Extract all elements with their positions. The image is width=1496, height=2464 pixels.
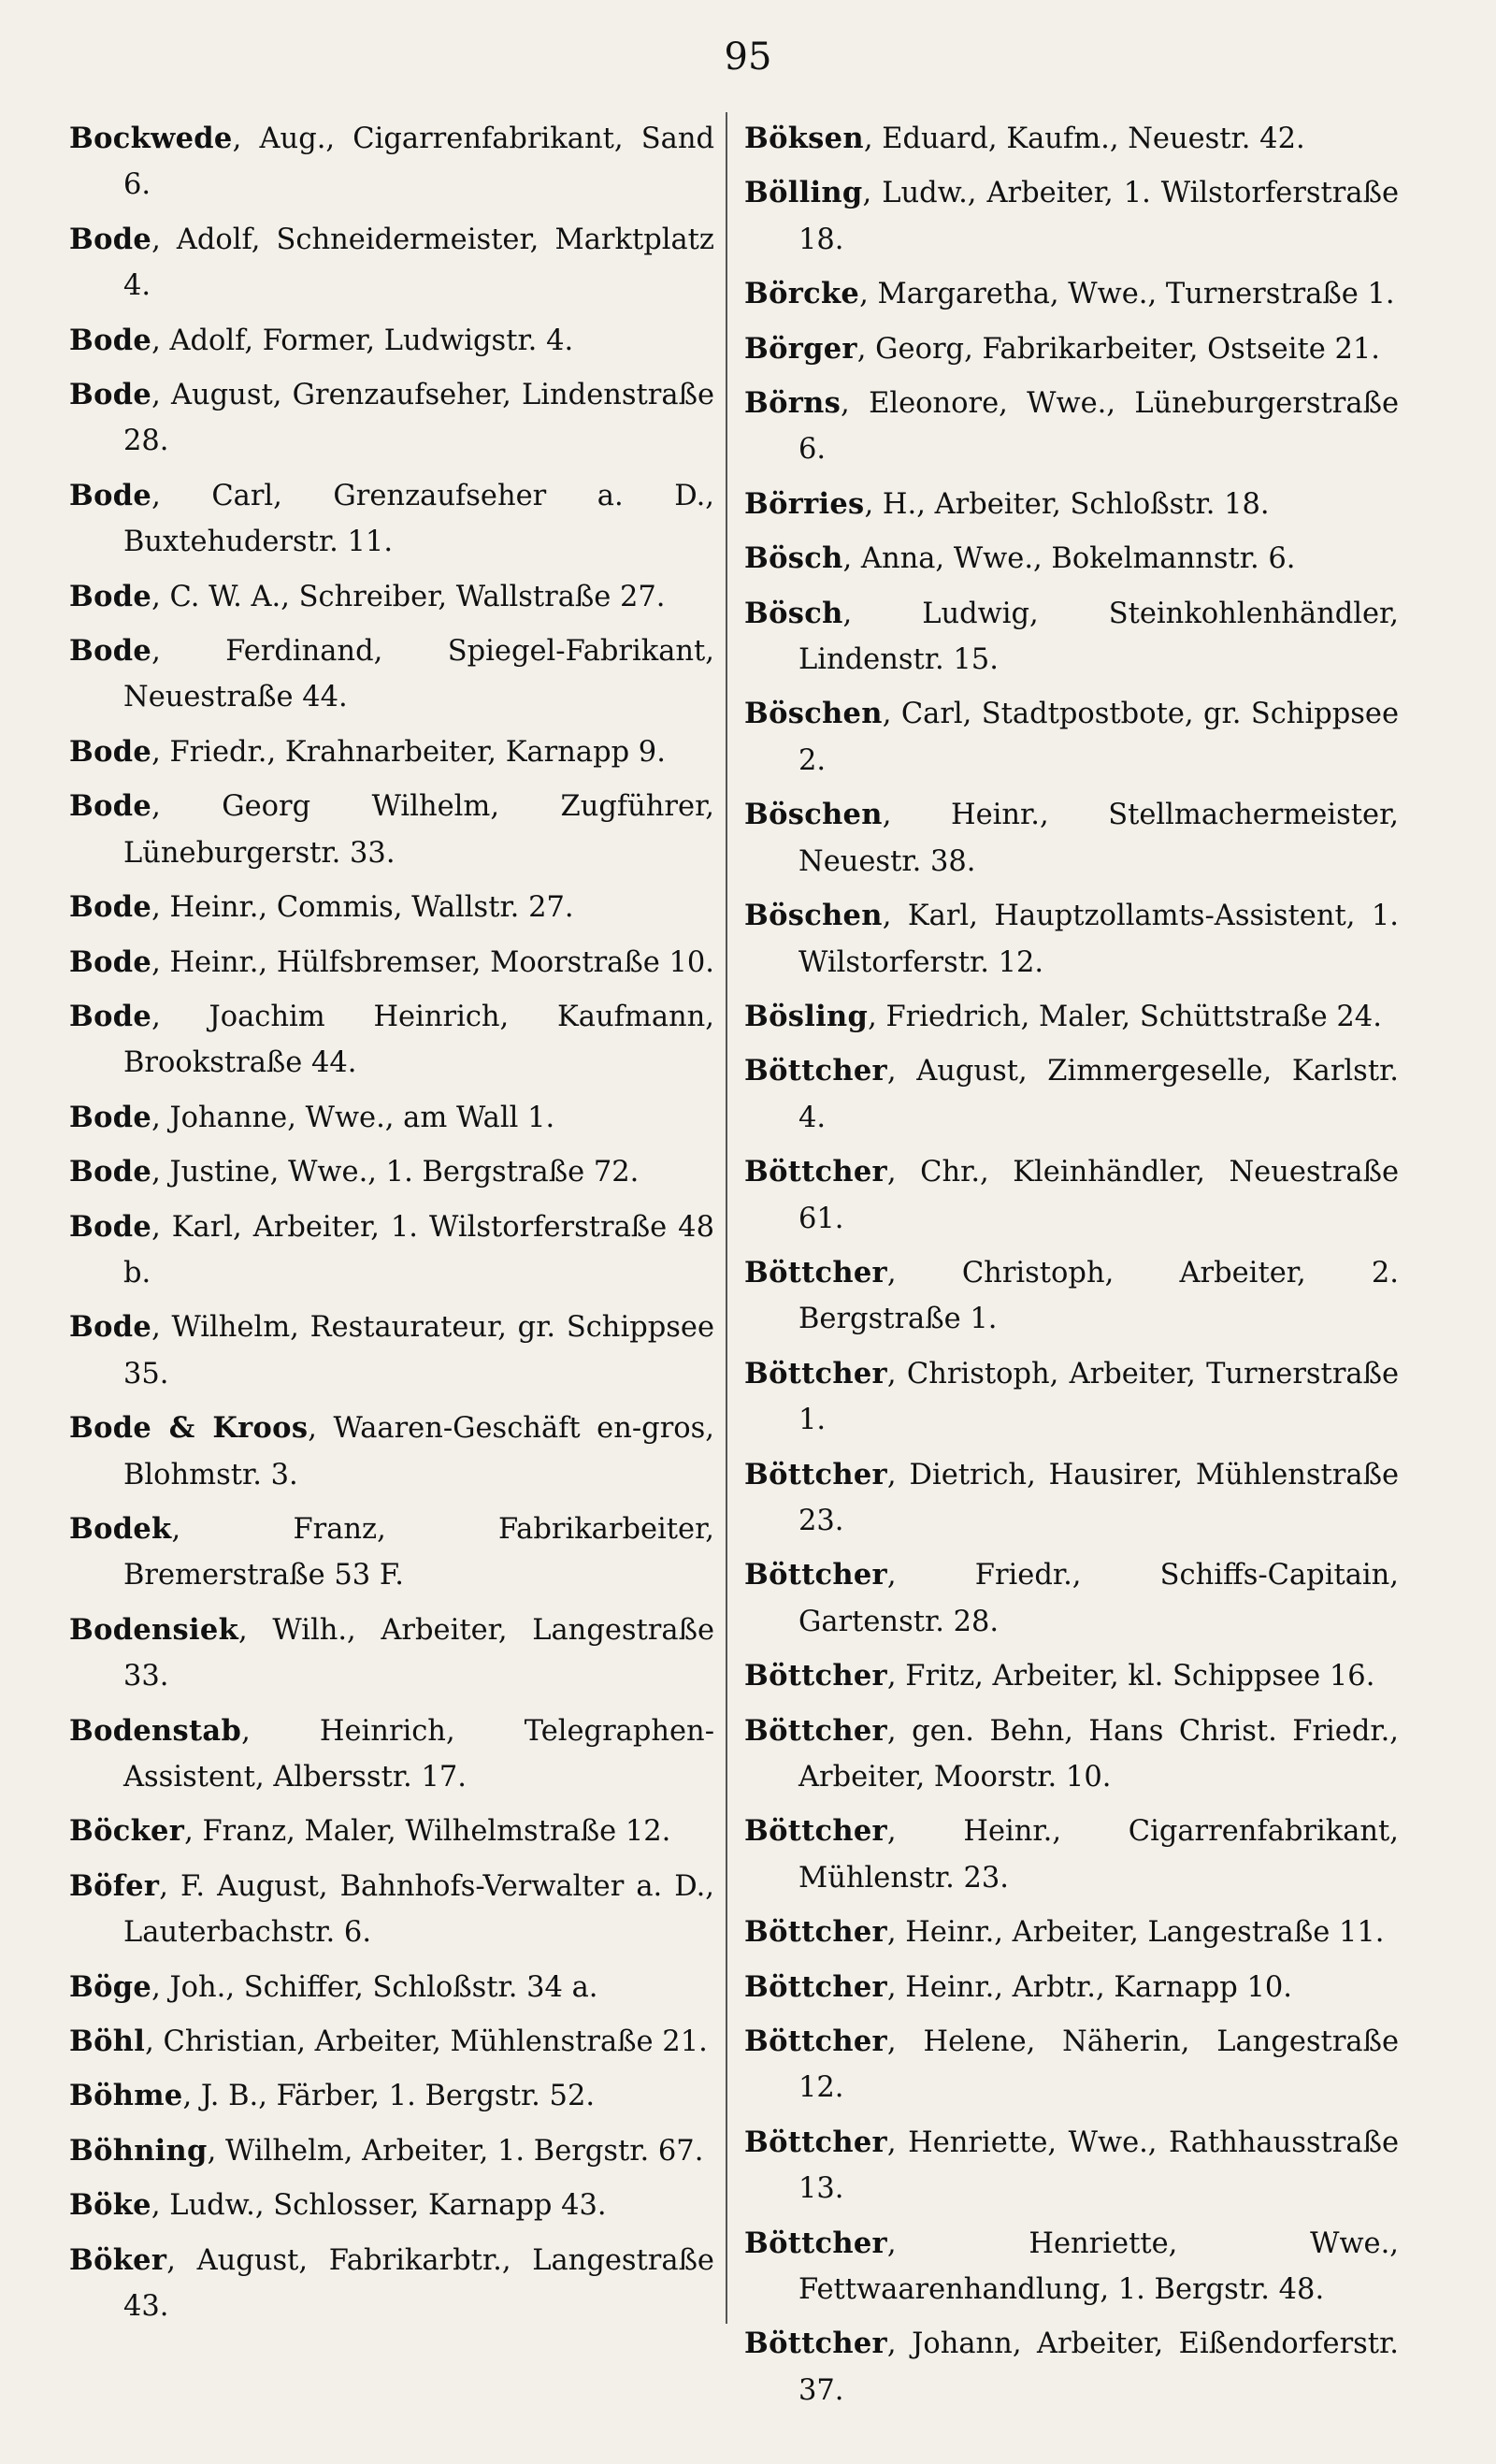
directory-entry	[744, 1965, 1399, 2010]
directory-entry	[744, 2120, 1399, 2212]
entry-details: , Christoph, Arbeiter, 2. Bergstraße 1.	[798, 1256, 1399, 1336]
directory-entry	[69, 2238, 714, 2330]
entry-surname: Böttcher	[744, 1814, 887, 1849]
entry-surname: Bode	[69, 478, 152, 512]
entry-surname: Böttcher	[744, 2226, 887, 2260]
directory-entry	[744, 1452, 1399, 1545]
entry-details: , Helene, Näherin, Langestraße 12.	[798, 2025, 1399, 2105]
right-column	[744, 116, 1399, 2422]
entry-surname: Bode	[69, 944, 152, 979]
directory-entry	[69, 574, 714, 620]
entry-surname: Böttcher	[744, 1915, 887, 1950]
entry-details: , Heinr., Commis, Wallstr. 27.	[151, 891, 574, 925]
entry-details: , Ludwig, Steinkohlenhändler, Lindenstr. 15.	[798, 597, 1399, 677]
entry-details: , Anna, Wwe., Bokelmannstr. 6.	[842, 542, 1296, 576]
entry-details: , Wilhelm, Arbeiter, 1. Bergstr. 67.	[207, 2134, 704, 2168]
directory-entry	[69, 318, 714, 364]
entry-details: , Georg Wilhelm, Zugführer, Lüneburgerstr. 33.	[123, 790, 714, 870]
entry-surname: Bode	[69, 1155, 152, 1189]
entry-surname: Bösch	[744, 541, 843, 576]
directory-entry	[69, 473, 714, 566]
directory-entry	[744, 482, 1399, 527]
entry-surname: Böhning	[69, 2133, 208, 2168]
directory-entry	[744, 1708, 1399, 1801]
entry-details: , Aug., Cigarrenfabrikant, Sand 6.	[123, 122, 714, 202]
entry-details: , Karl, Arbeiter, 1. Wilstorferstraße 48 b.	[123, 1210, 714, 1290]
entry-details: , Ludw., Schlosser, Karnapp 43.	[151, 2189, 607, 2223]
directory-entry	[744, 994, 1399, 1040]
directory-entry	[744, 2321, 1399, 2414]
entry-surname: Böschen	[744, 697, 883, 731]
entry-surname: Böttcher	[744, 1054, 887, 1088]
entry-details: , Christian, Arbeiter, Mühlenstraße 21.	[145, 2025, 708, 2059]
directory-entry	[69, 1204, 714, 1297]
entry-details: , Johanne, Wwe., am Wall 1.	[151, 1101, 555, 1134]
entry-surname: Böhme	[69, 2079, 183, 2113]
directory-entry	[744, 326, 1399, 372]
entry-details: , J. B., Färber, 1. Bergstr. 52.	[182, 2080, 596, 2113]
directory-entry	[744, 2019, 1399, 2111]
entry-surname: Bode	[69, 1310, 152, 1345]
entry-details: , Wilhelm, Restaurateur, gr. Schippsee 35.	[123, 1311, 714, 1391]
entry-details: , Waaren-Geschäft en-gros, Blohmstr. 3.	[123, 1412, 714, 1491]
entry-surname: Böttcher	[744, 2025, 887, 2059]
page-number: 95	[724, 36, 772, 79]
entry-details: , Heinr., Stellmachermeister, Neuestr. 38.	[798, 799, 1399, 878]
entry-surname: Böttcher	[744, 1457, 887, 1491]
directory-entry	[744, 1351, 1399, 1444]
directory-entry	[744, 691, 1399, 784]
entry-surname: Böschen	[744, 899, 883, 933]
entry-surname: Böttcher	[744, 1659, 887, 1693]
directory-entry	[744, 271, 1399, 317]
directory-entry	[69, 2128, 714, 2174]
entry-surname: Bode & Kroos	[69, 1411, 309, 1446]
entry-details: , August, Fabrikarbtr., Langestraße 43.	[123, 2243, 714, 2324]
entry-surname: Böcker	[69, 1814, 185, 1849]
entry-surname: Bodek	[69, 1511, 172, 1546]
directory-entry	[744, 1653, 1399, 1699]
directory-entry	[744, 1250, 1399, 1343]
entry-surname: Böttcher	[744, 1255, 887, 1290]
directory-entry	[744, 2221, 1399, 2313]
entry-details: , Heinrich, Telegraphen-Assistent, Albersstr. 17.	[123, 1714, 714, 1794]
entry-details: , Henriette, Wwe., Rathhausstraße 13.	[798, 2125, 1399, 2206]
directory-entry	[69, 372, 714, 465]
directory-entry	[69, 994, 714, 1087]
entry-surname: Bode	[69, 1100, 152, 1134]
directory-entry	[744, 1149, 1399, 1242]
directory-entry	[69, 116, 714, 209]
directory-entry	[69, 940, 714, 986]
directory-entry	[69, 1708, 714, 1801]
entry-surname: Börries	[744, 486, 865, 521]
entry-surname: Böker	[69, 2242, 167, 2277]
directory-entry	[69, 1607, 714, 1700]
entry-details: , Margaretha, Wwe., Turnerstraße 1.	[859, 278, 1395, 311]
entry-surname: Bösch	[744, 596, 843, 630]
entry-surname: Böksen	[744, 122, 864, 155]
entry-details: , C. W. A., Schreiber, Wallstraße 27.	[151, 580, 666, 613]
directory-entry	[69, 2073, 714, 2119]
entry-details: , Adolf, Former, Ludwigstr. 4.	[151, 324, 574, 357]
directory-entry	[69, 217, 714, 310]
entry-details: , Carl, Grenzaufseher a. D., Buxtehuderstr. 11.	[123, 479, 714, 559]
directory-entry	[69, 1506, 714, 1599]
entry-surname: Böhl	[69, 2025, 146, 2059]
directory-entry	[69, 885, 714, 930]
directory-entry	[69, 1095, 714, 1141]
entry-details: , Dietrich, Hausirer, Mühlenstraße 23.	[798, 1458, 1399, 1537]
directory-entry	[744, 792, 1399, 885]
directory-entry	[744, 1552, 1399, 1645]
entry-surname: Börger	[744, 331, 857, 366]
directory-entry	[744, 1808, 1399, 1901]
entry-surname: Bode	[69, 579, 152, 613]
entry-surname: Bösling	[744, 999, 869, 1033]
entry-surname: Böttcher	[744, 2327, 887, 2361]
entry-details: , Friedr., Krahnarbeiter, Karnapp 9.	[151, 735, 666, 769]
entry-details: , Franz, Maler, Wilhelmstraße 12.	[184, 1815, 671, 1849]
entry-details: , Eduard, Kaufm., Neuestr. 42.	[863, 122, 1305, 155]
left-column	[69, 116, 714, 2338]
entry-surname: Bode	[69, 222, 152, 256]
entry-details: , Friedr., Schiffs-Capitain, Gartenstr. 28.	[798, 1559, 1399, 1638]
entry-details: , August, Grenzaufseher, Lindenstraße 28.	[123, 379, 714, 458]
entry-details: , Franz, Fabrikarbeiter, Bremerstraße 53 F.	[123, 1512, 714, 1592]
entry-details: , Fritz, Arbeiter, kl. Schippsee 16.	[886, 1660, 1375, 1693]
entry-surname: Bode	[69, 1209, 152, 1244]
entry-details: , Karl, Hauptzollamts-Assistent, 1. Wilstorferstr. 12.	[798, 900, 1399, 979]
entry-details: , Georg, Fabrikarbeiter, Ostseite 21.	[856, 332, 1380, 366]
directory-entry	[69, 1304, 714, 1397]
entry-details: , Wilh., Arbeiter, Langestraße 33.	[123, 1613, 714, 1693]
entry-surname: Bölling	[744, 176, 863, 210]
entry-surname: Bodenstab	[69, 1713, 242, 1748]
directory-entry	[744, 1909, 1399, 1955]
directory-entry	[744, 116, 1399, 162]
entry-details: , Joachim Heinrich, Kaufmann, Brookstraße 44.	[123, 1000, 714, 1080]
directory-entry	[69, 729, 714, 775]
directory-entry	[744, 170, 1399, 263]
directory-entry	[744, 591, 1399, 684]
entry-surname: Böschen	[744, 798, 883, 832]
entry-surname: Bode	[69, 323, 152, 357]
entry-surname: Böke	[69, 2188, 151, 2223]
entry-surname: Böttcher	[744, 1558, 887, 1592]
entry-details: , Adolf, Schneidermeister, Marktplatz 4.	[123, 223, 714, 303]
directory-entry	[744, 1048, 1399, 1141]
entry-details: , Heinr., Hülfsbremser, Moorstraße 10.	[151, 945, 714, 979]
entry-details: , Friedrich, Maler, Schüttstraße 24.	[868, 1000, 1382, 1033]
entry-details: , Eleonore, Wwe., Lüneburgerstraße 6.	[798, 387, 1399, 467]
entry-details: , Heinr., Arbtr., Karnapp 10.	[886, 1970, 1292, 2004]
entry-surname: Böttcher	[744, 1713, 887, 1748]
entry-details: , August, Zimmergeselle, Karlstr. 4.	[798, 1055, 1399, 1134]
directory-entry	[69, 784, 714, 876]
entry-surname: Böttcher	[744, 2125, 887, 2159]
entry-details: , Ferdinand, Spiegel-Fabrikant, Neuestraße 44.	[123, 635, 714, 714]
directory-entry	[744, 536, 1399, 582]
entry-details: , Joh., Schiffer, Schloßstr. 34 a.	[151, 1970, 598, 2004]
entry-surname: Börcke	[744, 277, 860, 311]
entry-details: , Henriette, Wwe., Fettwaarenhandlung, 1. Bergstr. 48.	[798, 2226, 1399, 2307]
entry-details: , H., Arbeiter, Schloßstr. 18.	[864, 487, 1270, 521]
entry-details: , Ludw., Arbeiter, 1. Wilstorferstraße 18.	[798, 177, 1399, 256]
directory-entry	[69, 1149, 714, 1195]
entry-surname: Bode	[69, 789, 152, 824]
entry-details: , Christoph, Arbeiter, Turnerstraße 1.	[798, 1357, 1399, 1437]
directory-entry	[69, 2183, 714, 2228]
directory-entry	[69, 2019, 714, 2065]
directory-entry	[69, 1405, 714, 1498]
entry-details: , gen. Behn, Hans Christ. Friedr., Arbeiter, Moorstr. 10.	[798, 1714, 1399, 1794]
entry-surname: Böttcher	[744, 1969, 887, 2004]
entry-details: , Carl, Stadtpostbote, gr. Schippsee 2.	[798, 698, 1399, 777]
directory-entry	[69, 1965, 714, 2010]
column-divider	[726, 112, 727, 2324]
directory-entry	[744, 381, 1399, 473]
entry-surname: Bode	[69, 634, 152, 669]
entry-surname: Bode	[69, 999, 152, 1033]
entry-details: , Heinr., Cigarrenfabrikant, Mühlenstr. 23.	[798, 1815, 1399, 1895]
entry-details: , F. August, Bahnhofs-Verwalter a. D., Lauterbachstr. 6.	[123, 1869, 714, 1950]
entry-surname: Börns	[744, 386, 842, 421]
directory-entry	[69, 1864, 714, 1956]
directory-entry	[744, 893, 1399, 986]
entry-details: , Justine, Wwe., 1. Bergstraße 72.	[151, 1156, 640, 1189]
entry-surname: Bode	[69, 890, 152, 925]
entry-surname: Bode	[69, 734, 152, 769]
entry-surname: Böttcher	[744, 1356, 887, 1391]
directory-entry	[69, 1808, 714, 1854]
entry-surname: Bode	[69, 378, 152, 412]
entry-surname: Bodensiek	[69, 1612, 239, 1647]
entry-surname: Böge	[69, 1969, 152, 2004]
entry-details: , Chr., Kleinhändler, Neuestraße 61.	[798, 1156, 1399, 1235]
entry-surname: Böfer	[69, 1868, 160, 1903]
entry-surname: Bockwede	[69, 122, 233, 155]
entry-surname: Böttcher	[744, 1155, 887, 1189]
entry-details: , Johann, Arbeiter, Eißendorferstr. 37.	[798, 2327, 1399, 2407]
directory-entry	[69, 628, 714, 721]
entry-details: , Heinr., Arbeiter, Langestraße 11.	[886, 1916, 1385, 1950]
